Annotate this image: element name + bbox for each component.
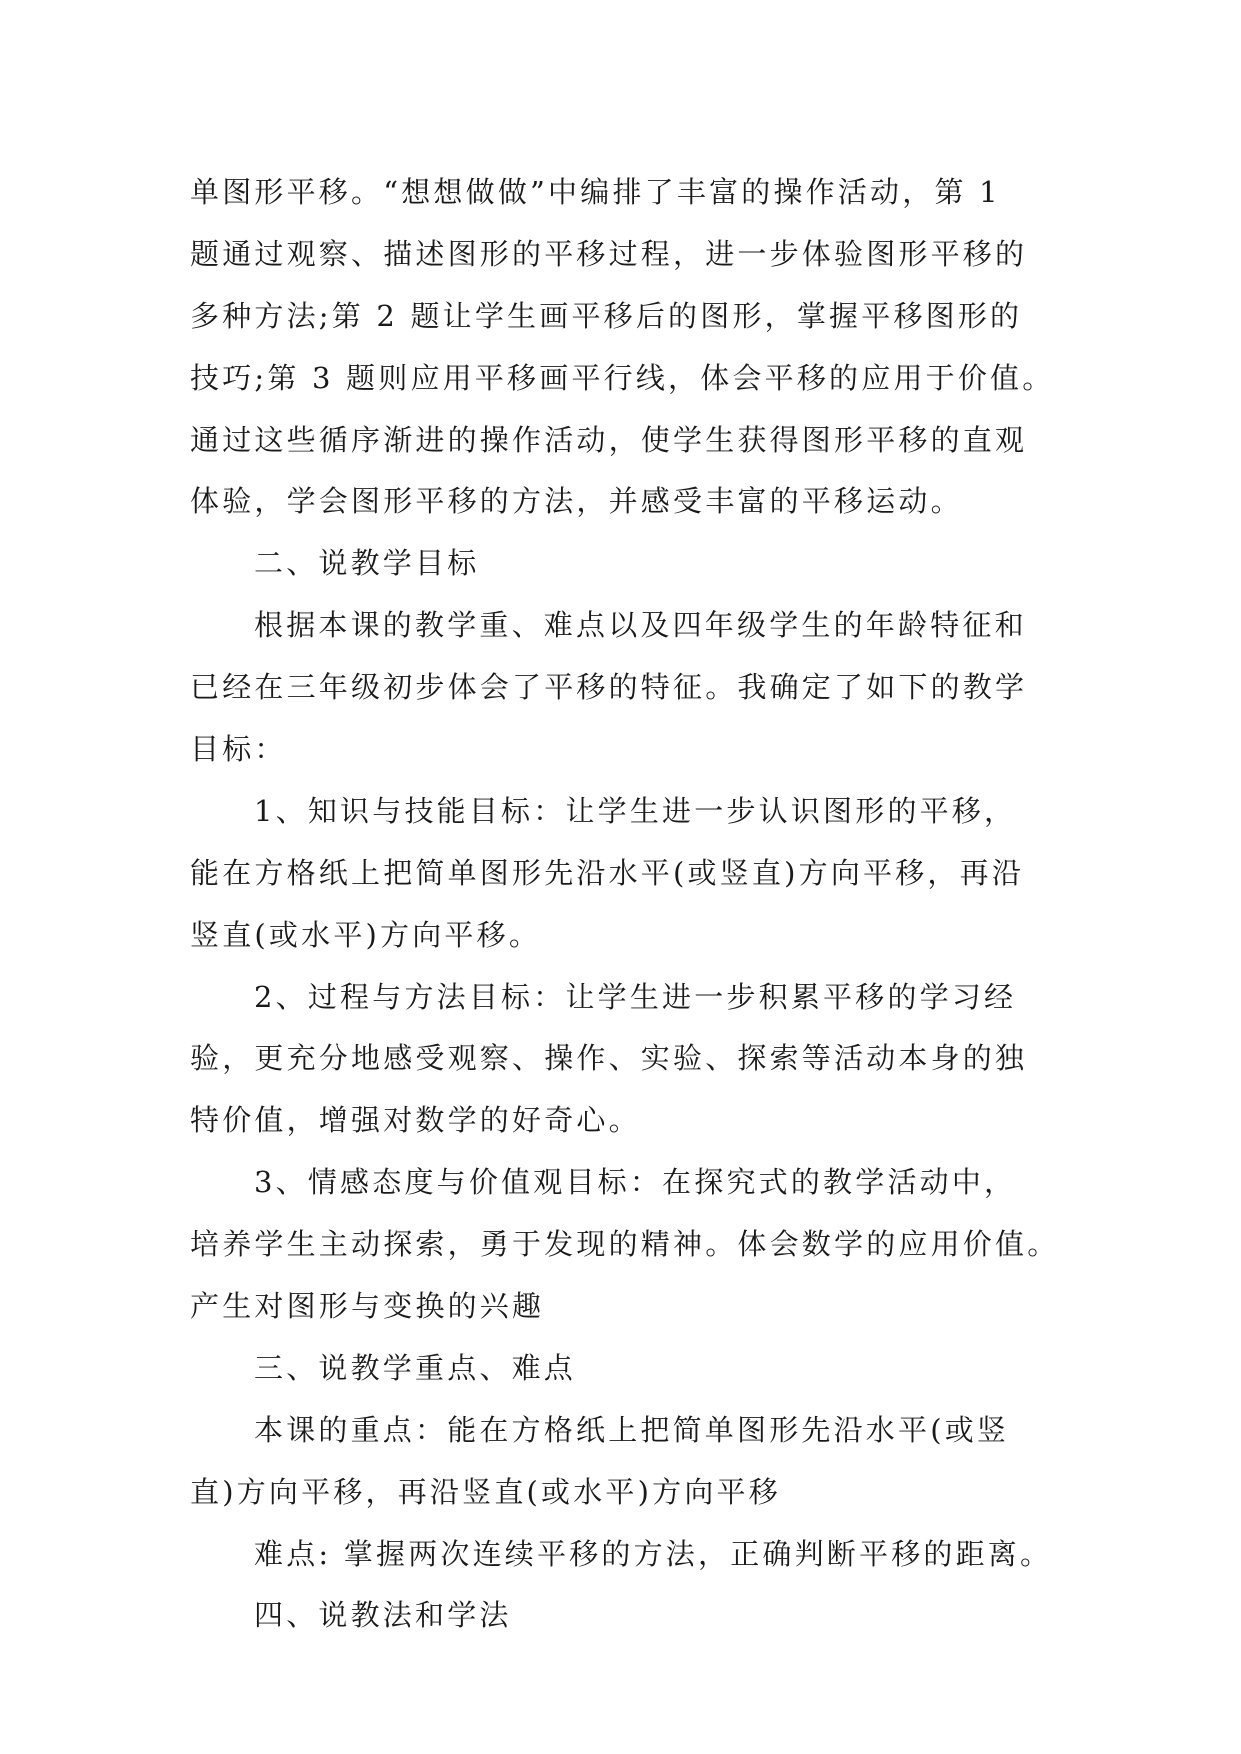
text-line: 产生对图形与变换的兴趣	[190, 1289, 545, 1324]
text-line: 已经在三年级初步体会了平移的特征。我确定了如下的教学	[190, 670, 1028, 705]
text-line: 特价值，增强对数学的好奇心。	[190, 1103, 641, 1138]
text-line: 目标：	[190, 732, 287, 767]
text-line: 验，更充分地感受观察、操作、实验、探索等活动本身的独	[190, 1041, 1028, 1076]
text-line: 培养学生主动探索，勇于发现的精神。体会数学的应用价值。	[190, 1227, 1060, 1262]
section-heading: 三、说教学重点、难点	[254, 1350, 577, 1385]
list-item: 2、过程与方法目标：让学生进一步积累平移的学习经	[254, 979, 1017, 1014]
text-line: 能在方格纸上把简单图形先沿水平(或竖直)方向平移，再沿	[190, 855, 1025, 890]
text-line: 技巧;第 3 题则应用平移画平行线，体会平移的应用于价值。	[190, 360, 1055, 395]
section-heading: 四、说教法和学法	[254, 1598, 512, 1633]
list-item: 3、情感态度与价值观目标：在探究式的教学活动中，	[254, 1165, 1017, 1200]
text-line: 体验，学会图形平移的方法，并感受丰富的平移运动。	[190, 484, 963, 519]
text-line: 通过这些循序渐进的操作活动，使学生获得图形平移的直观	[190, 422, 1028, 457]
text-line: 本课的重点：能在方格纸上把简单图形先沿水平(或竖	[254, 1412, 1010, 1447]
text-line: 多种方法;第 2 题让学生画平移后的图形，掌握平移图形的	[190, 298, 1023, 333]
list-item: 1、知识与技能目标：让学生进一步认识图形的平移，	[254, 793, 1017, 828]
text-line: 竖直(或水平)方向平移。	[190, 917, 542, 952]
text-line: 难点: 掌握两次连续平移的方法，正确判断平移的距离。	[254, 1536, 1053, 1571]
text-line: 直)方向平移，再沿竖直(或水平)方向平移	[190, 1474, 781, 1509]
text-line: 根据本课的教学重、难点以及四年级学生的年龄特征和	[254, 608, 1027, 643]
text-line: 题通过观察、描述图形的平移过程，进一步体验图形平移的	[190, 236, 1028, 271]
document-body	[190, 162, 1070, 1647]
section-heading: 二、说教学目标	[254, 546, 480, 581]
text-line: 单图形平移。“想想做做”中编排了丰富的操作活动，第 1	[190, 175, 1001, 209]
